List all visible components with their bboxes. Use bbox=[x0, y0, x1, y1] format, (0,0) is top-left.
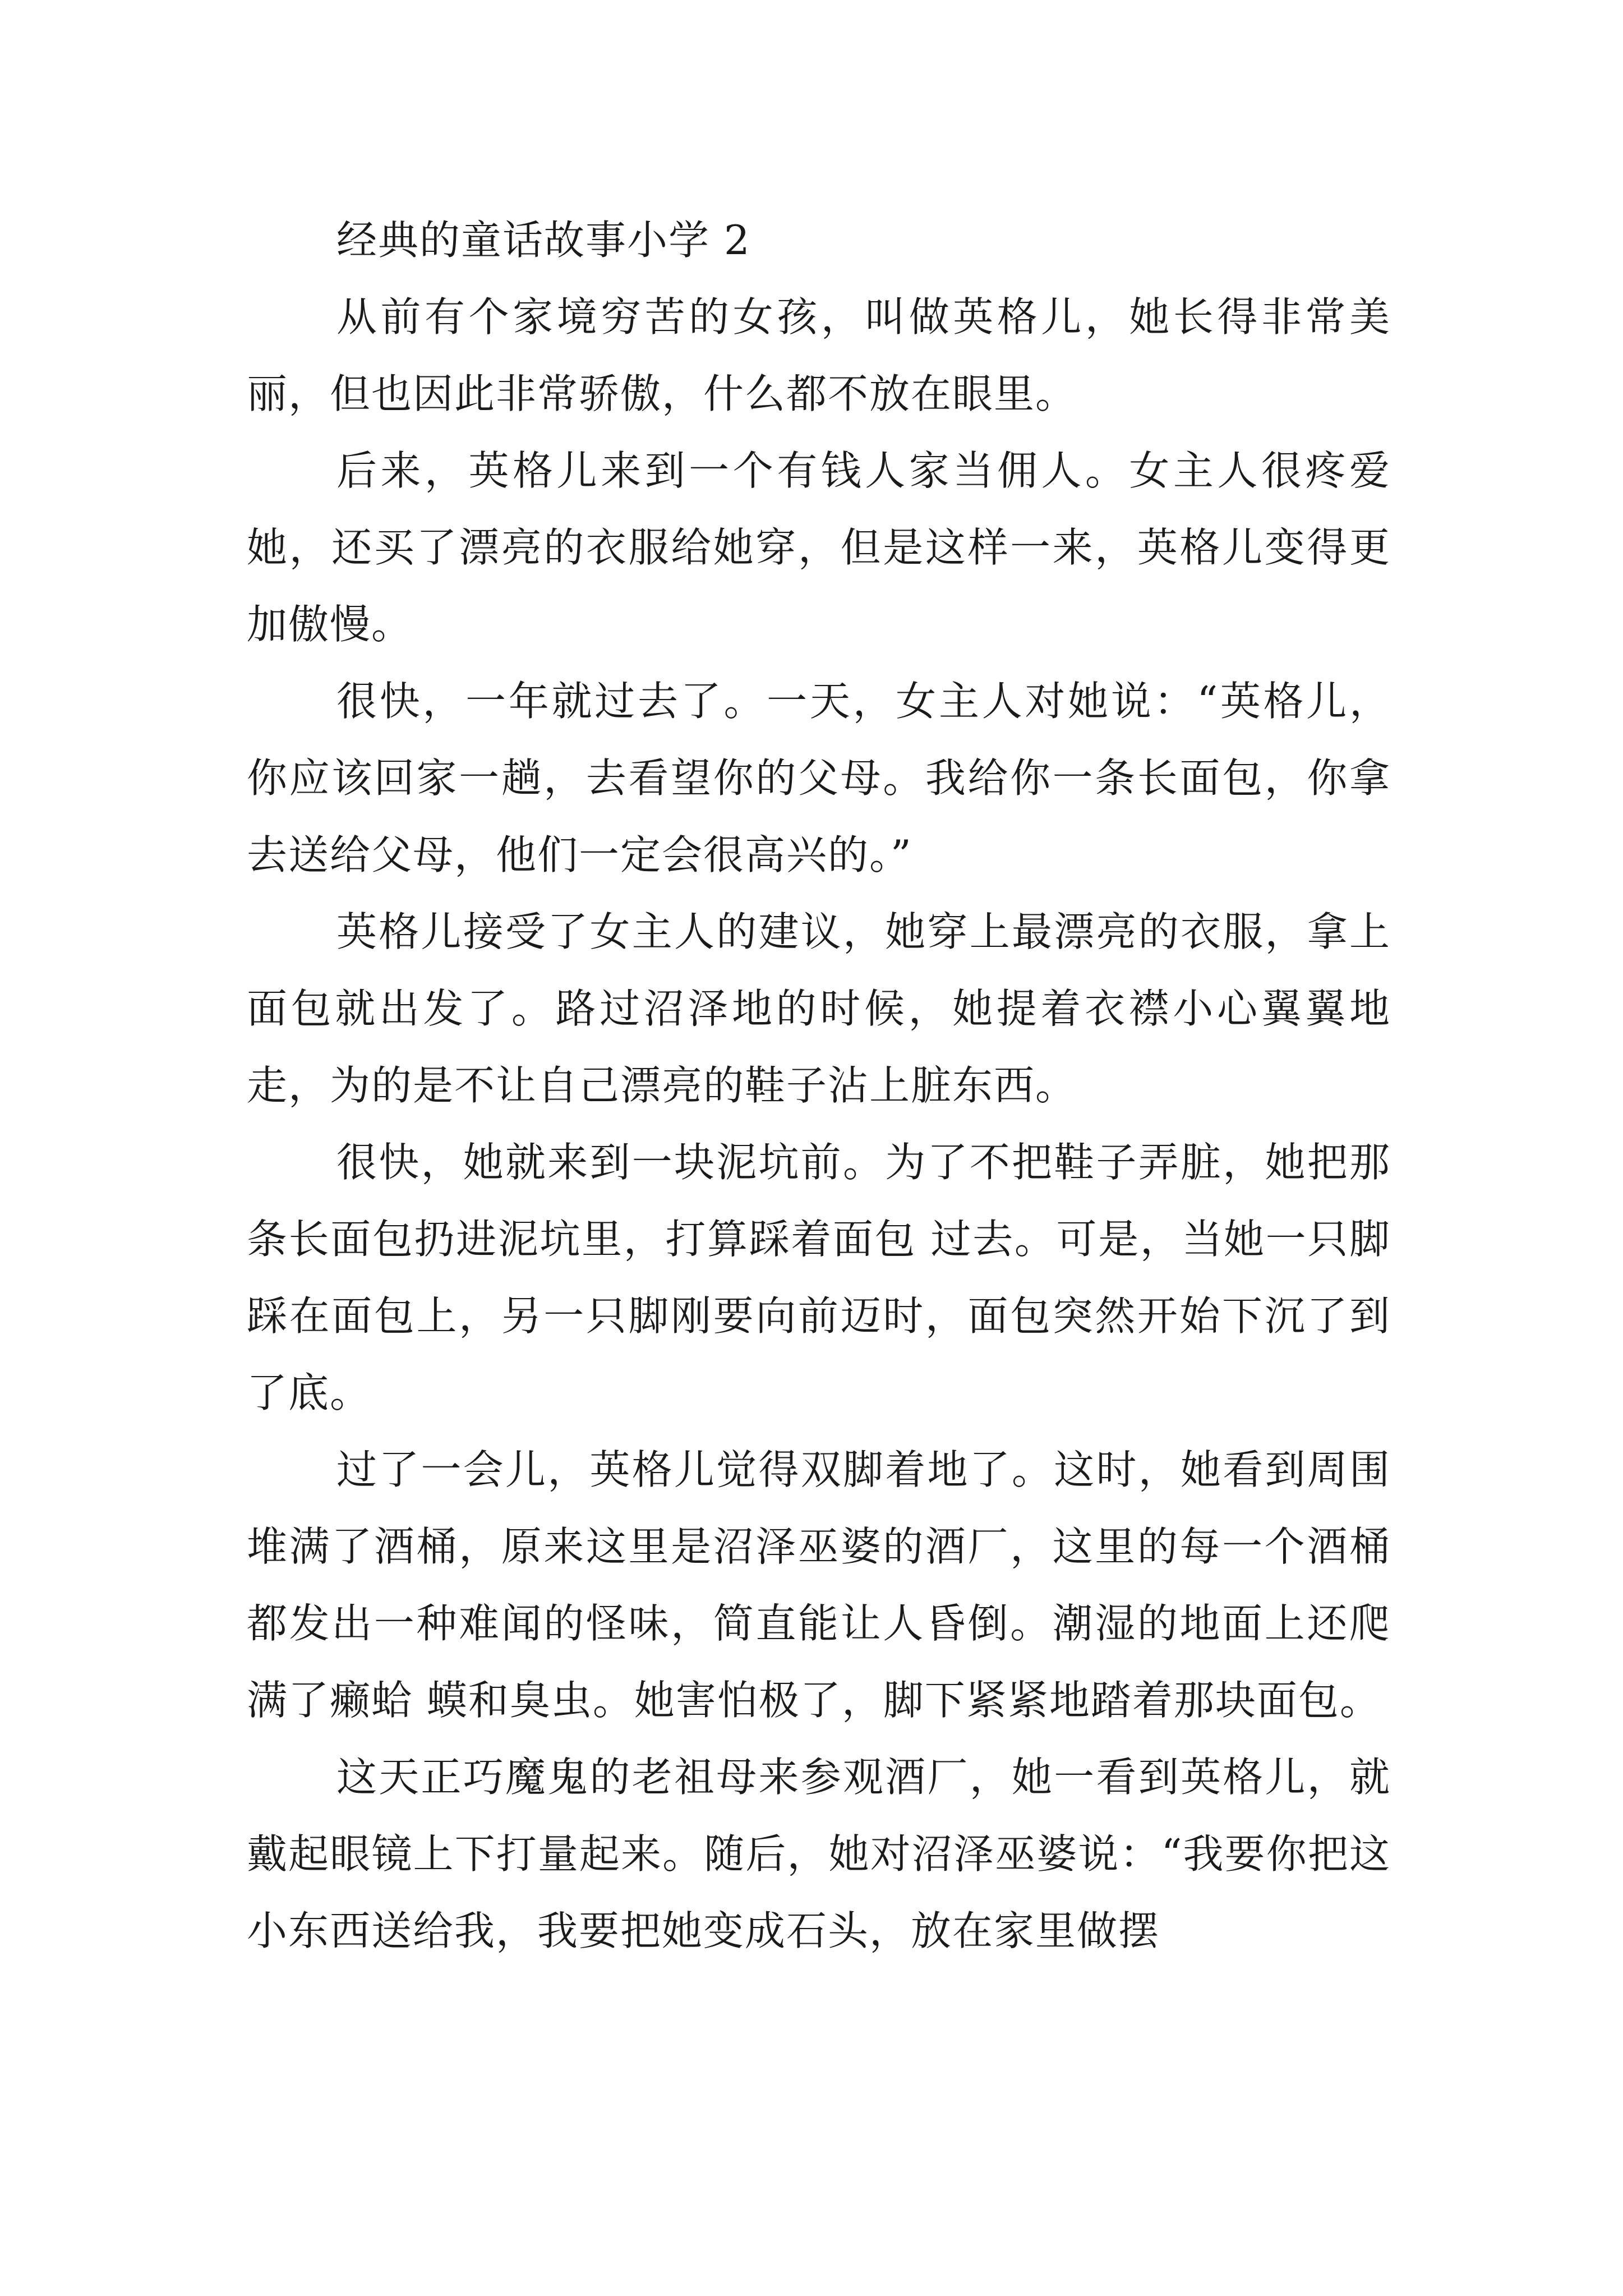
paragraph-7: 这天正巧魔鬼的老祖母来参观酒厂，她一看到英格儿，就戴起眼镜上下打量起来。随后，她对沼泽巫婆说：“我要你把这小东西送给我，我要把她变成石头，放在家里做摆 bbox=[247, 1754, 1391, 1954]
document-body bbox=[247, 202, 1391, 1970]
paragraph-4: 英格儿接受了女主人的建议，她穿上最漂亮的衣服，拿上面包就出发了。路过沼泽地的时候，她提着衣襟小心翼翼地走，为的是不让自己漂亮的鞋子沾上脏东西。 bbox=[247, 908, 1391, 1109]
document-title: 经典的童话故事小学 2 bbox=[336, 217, 751, 264]
paragraph-6: 过了一会儿，英格儿觉得双脚着地了。这时，她看到周围堆满了酒桶，原来这里是沼泽巫婆的酒厂，这里的每一个酒桶都发出一种难闻的怪味，简直能让人昏倒。潮湿的地面上还爬满了癞蛤 蟆和臭虫。她害怕极了，脚下紧紧地踏着那块面包。 bbox=[247, 1446, 1391, 1724]
paragraph-1: 从前有个家境穷苦的女孩，叫做英格儿，她长得非常美丽，但也因此非常骄傲，什么都不放在眼里。 bbox=[247, 293, 1391, 417]
paragraph-3: 很快，一年就过去了。一天，女主人对她说：“英格儿，你应该回家一趟，去看望你的父母。我给你一条长面包，你拿去送给父母，他们一定会很高兴的。” bbox=[247, 678, 1391, 878]
paragraph-5: 很快，她就来到一块泥坑前。为了不把鞋子弄脏，她把那条长面包扔进泥坑里，打算踩着面包 过去。可是，当她一只脚踩在面包上，另一只脚刚要向前迈时，面包突然开始下沉了到了底。 bbox=[247, 1139, 1391, 1416]
paragraph-2: 后来，英格儿来到一个有钱人家当佣人。女主人很疼爱她，还买了漂亮的衣服给她穿，但是这样一来，英格儿变得更加傲慢。 bbox=[247, 447, 1391, 648]
